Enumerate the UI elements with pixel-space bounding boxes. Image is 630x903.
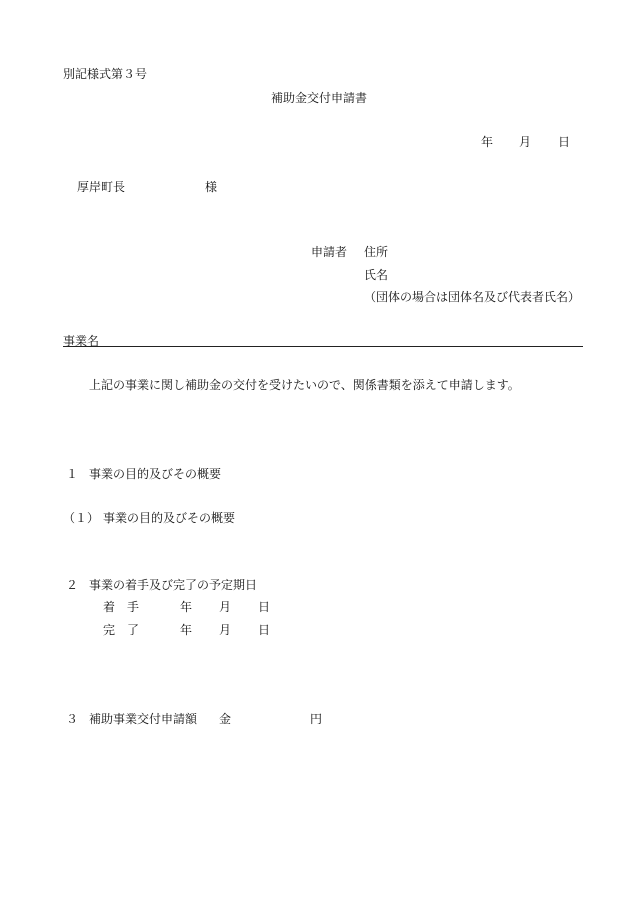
- section-1-sub-label: 事業の目的及びその概要: [103, 511, 236, 525]
- date-month-label: 月: [519, 135, 532, 149]
- start-date-month: 月: [219, 600, 232, 614]
- addressee-honorific: 様: [205, 180, 218, 194]
- project-name-label: 事業名: [63, 334, 100, 348]
- amount-suffix: 円: [310, 712, 323, 726]
- end-date-year: 年: [180, 623, 193, 637]
- form-number: 別記様式第３号: [63, 67, 148, 81]
- section-3-number: ３: [66, 712, 79, 726]
- section-2-label: 事業の着手及び完了の予定期日: [89, 578, 258, 592]
- date-day-label: 日: [558, 135, 571, 149]
- section-3-label: 補助事業交付申請額: [89, 712, 198, 726]
- start-date-day: 日: [258, 600, 271, 614]
- applicant-name-label: 氏名: [364, 268, 389, 282]
- end-date-month: 月: [219, 623, 232, 637]
- end-date-label: 完 了: [103, 623, 140, 637]
- section-1-number: １: [66, 467, 79, 481]
- application-statement: 上記の事業に関し補助金の交付を受けたいので、関係書類を添えて申請します。: [89, 378, 520, 392]
- section-1-label: 事業の目的及びその概要: [89, 467, 222, 481]
- date-year-label: 年: [481, 135, 494, 149]
- start-date-label: 着 手: [103, 600, 140, 614]
- applicant-note: （団体の場合は団体名及び代表者氏名）: [364, 290, 581, 304]
- amount-prefix: 金: [219, 712, 232, 726]
- project-name-underline: [63, 346, 583, 347]
- section-1-sub-number: （１）: [63, 511, 100, 525]
- applicant-address-label: 住所: [364, 245, 389, 259]
- document-title: 補助金交付申請書: [271, 91, 368, 105]
- end-date-day: 日: [258, 623, 271, 637]
- addressee-name: 厚岸町長: [77, 180, 126, 194]
- applicant-label: 申請者: [311, 245, 348, 259]
- start-date-year: 年: [180, 600, 193, 614]
- section-2-number: ２: [66, 578, 79, 592]
